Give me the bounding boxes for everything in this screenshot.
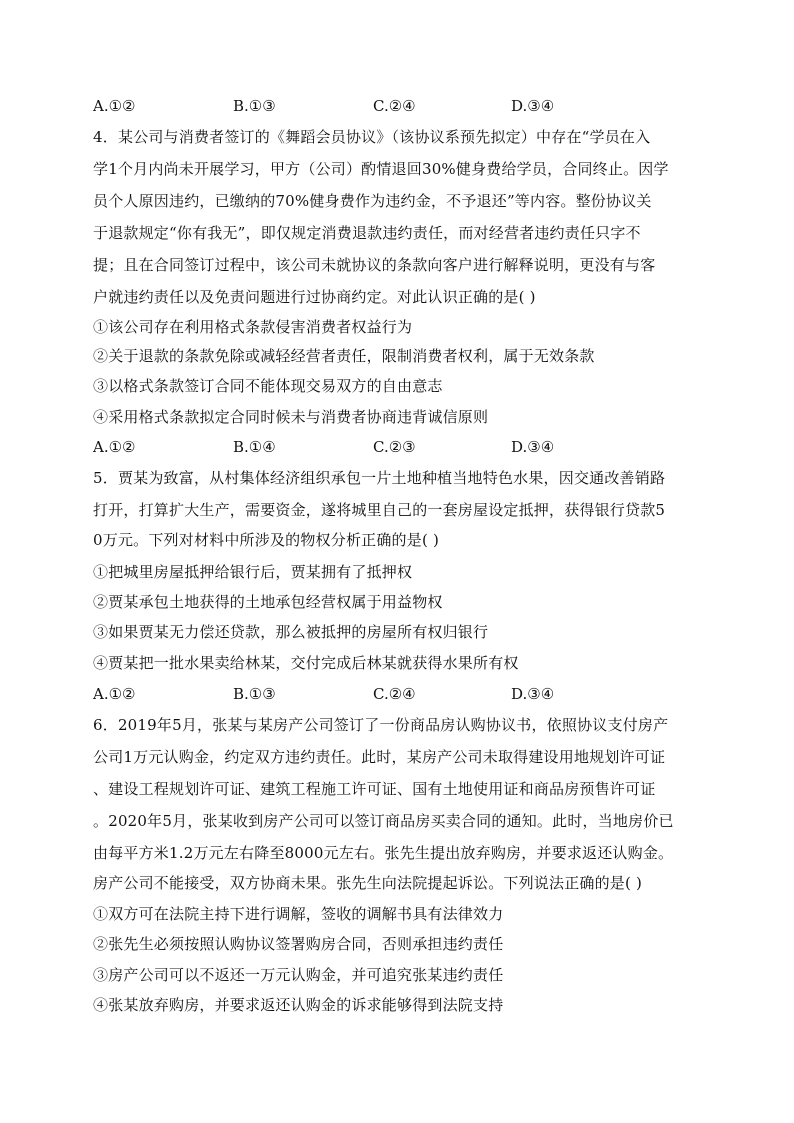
- q5-statement-4: ④贾某把一批水果卖给林某，交付完成后林某就获得水果所有权: [93, 654, 519, 672]
- q3-options: [93, 96, 713, 116]
- q3-option-a[interactable]: A.①②: [93, 97, 136, 115]
- q5-option-c[interactable]: C.②④: [373, 685, 416, 703]
- q4-statement-1: ①该公司存在利用格式条款侵害消费者权益行为: [93, 318, 413, 336]
- q3-option-b[interactable]: B.①③: [233, 97, 276, 115]
- q6-statement-3: ③房产公司可以不返还一万元认购金，并可追究张某违约责任: [93, 966, 504, 984]
- q4-statement-4: ④采用格式条款拟定合同时候未与消费者协商违背诚信原则: [93, 408, 489, 426]
- q5-option-a[interactable]: A.①②: [93, 685, 136, 703]
- q4-statement-3: ③以格式条款签订合同不能体现交易双方的自由意志: [93, 377, 443, 395]
- q5-options: [93, 684, 713, 704]
- q6-stem-line: 公司1万元认购金，约定双方违约责任。此时，某房产公司未取得建设用地规划许可证: [93, 748, 666, 766]
- q4-stem-line: 提；且在合同签订过程中，该公司未就协议的条款向客户进行解释说明，更没有与客: [93, 256, 656, 274]
- q4-stem-line: 于退款规定“你有我无”，即仅规定消费退款违约责任，而对经营者违约责任只字不: [93, 224, 641, 242]
- q5-statement-3: ③如果贾某无力偿还贷款，那么被抵押的房屋所有权归银行: [93, 623, 489, 641]
- q4-stem-line: 学1个月内尚未开展学习，甲方（公司）酌情退回30%健身费给学员，合同终止。因学: [93, 160, 669, 178]
- q6-stem-line: 、建设工程规划许可证、建筑工程施工许可证、国有土地使用证和商品房预售许可证: [93, 780, 656, 798]
- q3-option-d[interactable]: D.③④: [511, 97, 555, 115]
- q6-statement-1: ①双方可在法院主持下进行调解，签收的调解书具有法律效力: [93, 905, 504, 923]
- q3-option-c[interactable]: C.②④: [373, 97, 416, 115]
- q4-option-d[interactable]: D.③④: [511, 438, 555, 456]
- q5-option-b[interactable]: B.①③: [233, 685, 276, 703]
- q4-options: [93, 437, 713, 457]
- q6-stem-line: 6．2019年5月，张某与某房产公司签订了一份商品房认购协议书，依照协议支付房产: [93, 716, 669, 734]
- q4-stem-line: 4．某公司与消费者签订的《舞蹈会员协议》（该协议系预先拟定）中存在“学员在入: [93, 128, 651, 146]
- q4-option-b[interactable]: B.①④: [233, 438, 276, 456]
- q4-stem-line: 员个人原因违约，已缴纳的70%健身费作为违约金，不予退还”等内容。整份协议关: [93, 192, 652, 210]
- q6-stem-line: 房产公司不能接受，双方协商未果。张先生向法院提起诉讼。下列说法正确的是( ): [93, 874, 643, 892]
- q5-option-d[interactable]: D.③④: [511, 685, 555, 703]
- q5-stem-line: 5．贾某为致富，从村集体经济组织承包一片土地种植当地特色水果，因交通改善销路: [93, 469, 666, 487]
- q5-statement-2: ②贾某承包土地获得的土地承包经营权属于用益物权: [93, 593, 443, 611]
- q5-stem-line: 打开，打算扩大生产，需要资金，遂将城里自己的一套房屋设定抵押，获得银行贷款5: [93, 501, 666, 519]
- q4-option-a[interactable]: A.①②: [93, 438, 136, 456]
- q6-statement-4: ④张某放弃购房，并要求返还认购金的诉求能够得到法院支持: [93, 996, 504, 1014]
- q4-stem-line: 户就违约责任以及免责问题进行过协商约定。对此认识正确的是( ): [93, 288, 536, 306]
- q6-statement-2: ②张先生必须按照认购协议签署购房合同，否则承担违约责任: [93, 935, 504, 953]
- q5-statement-1: ①把城里房屋抵押给银行后，贾某拥有了抵押权: [93, 563, 413, 581]
- q6-stem-line: 。2020年5月，张某收到房产公司可以签订商品房买卖合同的通知。此时，当地房价已: [93, 812, 674, 830]
- q4-option-c[interactable]: C.②③: [373, 438, 416, 456]
- q6-stem-line: 由每平方米1.2万元左右降至8000元左右。张先生提出放弃购房，并要求返还认购金。: [93, 844, 674, 862]
- q4-statement-2: ②关于退款的条款免除或减轻经营者责任，限制消费者权利，属于无效条款: [93, 347, 595, 365]
- q5-stem-line: 0万元。下列对材料中所涉及的物权分析正确的是( ): [93, 531, 440, 549]
